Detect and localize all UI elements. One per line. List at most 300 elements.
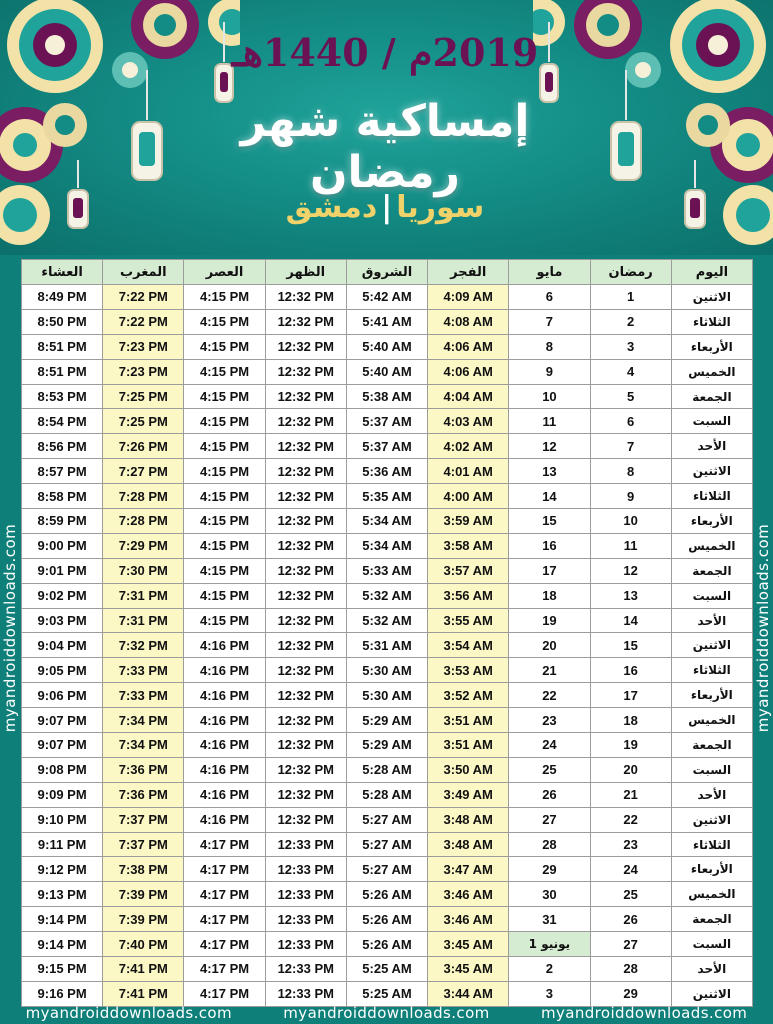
cell-sunrise: 5:33 AM — [346, 558, 427, 583]
cell-maghrib: 7:40 PM — [103, 932, 184, 957]
cell-asr: 4:15 PM — [184, 608, 265, 633]
cell-sunrise: 5:29 AM — [346, 733, 427, 758]
col-may-header: مايو — [509, 260, 590, 285]
cell-weekday: السبت — [671, 583, 752, 608]
table-row — [22, 832, 753, 857]
cell-dhuhr: 12:32 PM — [265, 733, 346, 758]
col-day-header: اليوم — [671, 260, 752, 285]
cell-isha: 8:56 PM — [22, 434, 103, 459]
cell-isha: 9:00 PM — [22, 533, 103, 558]
cell-sunrise: 5:26 AM — [346, 907, 427, 932]
cell-dhuhr: 12:33 PM — [265, 907, 346, 932]
cell-maghrib: 7:34 PM — [103, 708, 184, 733]
cell-sunrise: 5:28 AM — [346, 757, 427, 782]
table-row — [22, 608, 753, 633]
cell-ramadan-day: 18 — [590, 708, 671, 733]
table-row — [22, 782, 753, 807]
cell-isha: 9:02 PM — [22, 583, 103, 608]
cell-fajr: 3:54 AM — [428, 633, 509, 658]
cell-sunrise: 5:34 AM — [346, 509, 427, 534]
col-sunrise-header: الشروق — [346, 260, 427, 285]
cell-maghrib: 7:25 PM — [103, 384, 184, 409]
cell-sunrise: 5:42 AM — [346, 285, 427, 310]
cell-may-date: 11 — [509, 409, 590, 434]
cell-ramadan-day: 21 — [590, 782, 671, 807]
cell-dhuhr: 12:32 PM — [265, 658, 346, 683]
table-row — [22, 907, 753, 932]
cell-fajr: 4:00 AM — [428, 484, 509, 509]
table-row — [22, 633, 753, 658]
cell-may-date: 30 — [509, 882, 590, 907]
cell-ramadan-day: 16 — [590, 658, 671, 683]
cell-weekday: الجمعة — [671, 733, 752, 758]
cell-isha: 8:53 PM — [22, 384, 103, 409]
cell-may-date: 21 — [509, 658, 590, 683]
cell-asr: 4:17 PM — [184, 932, 265, 957]
cell-ramadan-day: 11 — [590, 533, 671, 558]
cell-asr: 4:15 PM — [184, 434, 265, 459]
cell-ramadan-day: 7 — [590, 434, 671, 459]
cell-sunrise: 5:30 AM — [346, 683, 427, 708]
cell-dhuhr: 12:32 PM — [265, 285, 346, 310]
cell-maghrib: 7:22 PM — [103, 285, 184, 310]
cell-maghrib: 7:39 PM — [103, 882, 184, 907]
cell-may-date: 24 — [509, 733, 590, 758]
cell-dhuhr: 12:32 PM — [265, 583, 346, 608]
cell-isha: 9:13 PM — [22, 882, 103, 907]
cell-isha: 9:03 PM — [22, 608, 103, 633]
cell-may-date: 7 — [509, 309, 590, 334]
cell-dhuhr: 12:33 PM — [265, 857, 346, 882]
cell-sunrise: 5:25 AM — [346, 957, 427, 982]
cell-dhuhr: 12:32 PM — [265, 708, 346, 733]
table-row — [22, 558, 753, 583]
cell-sunrise: 5:37 AM — [346, 434, 427, 459]
table-row — [22, 807, 753, 832]
cell-fajr: 4:01 AM — [428, 459, 509, 484]
cell-may-date: 20 — [509, 633, 590, 658]
cell-asr: 4:15 PM — [184, 285, 265, 310]
cell-maghrib: 7:22 PM — [103, 309, 184, 334]
cell-maghrib: 7:33 PM — [103, 658, 184, 683]
cell-fajr: 3:57 AM — [428, 558, 509, 583]
watermark-left: myandroiddownloads.com — [1, 523, 19, 732]
cell-dhuhr: 12:32 PM — [265, 558, 346, 583]
watermark-bottom — [0, 1002, 773, 1024]
cell-asr: 4:16 PM — [184, 658, 265, 683]
cell-dhuhr: 12:32 PM — [265, 633, 346, 658]
cell-may-date: 29 — [509, 857, 590, 882]
cell-fajr: 4:06 AM — [428, 334, 509, 359]
cell-asr: 4:16 PM — [184, 807, 265, 832]
cell-asr: 4:15 PM — [184, 509, 265, 534]
cell-fajr: 3:47 AM — [428, 857, 509, 882]
cell-fajr: 3:48 AM — [428, 807, 509, 832]
cell-weekday: السبت — [671, 932, 752, 957]
cell-asr: 4:17 PM — [184, 981, 265, 1006]
cell-asr: 4:17 PM — [184, 832, 265, 857]
cell-weekday: الاثنين — [671, 981, 752, 1006]
cell-weekday: الأحد — [671, 434, 752, 459]
cell-asr: 4:16 PM — [184, 782, 265, 807]
cell-weekday: الخميس — [671, 882, 752, 907]
table-row — [22, 658, 753, 683]
cell-weekday: الأربعاء — [671, 857, 752, 882]
table-row — [22, 409, 753, 434]
cell-ramadan-day: 26 — [590, 907, 671, 932]
cell-dhuhr: 12:32 PM — [265, 757, 346, 782]
cell-asr: 4:16 PM — [184, 633, 265, 658]
cell-fajr: 3:50 AM — [428, 757, 509, 782]
cell-may-date: 27 — [509, 807, 590, 832]
cell-weekday: الخميس — [671, 359, 752, 384]
cell-ramadan-day: 5 — [590, 384, 671, 409]
cell-dhuhr: 12:32 PM — [265, 807, 346, 832]
cell-sunrise: 5:27 AM — [346, 832, 427, 857]
cell-sunrise: 5:26 AM — [346, 882, 427, 907]
cell-may-date: 13 — [509, 459, 590, 484]
cell-ramadan-day: 28 — [590, 957, 671, 982]
watermark-right: myandroiddownloads.com — [754, 523, 772, 732]
cell-sunrise: 5:36 AM — [346, 459, 427, 484]
cell-isha: 9:01 PM — [22, 558, 103, 583]
cell-may-date: 15 — [509, 509, 590, 534]
cell-sunrise: 5:41 AM — [346, 309, 427, 334]
cell-weekday: الجمعة — [671, 384, 752, 409]
cell-fajr: 3:56 AM — [428, 583, 509, 608]
table-row — [22, 533, 753, 558]
cell-ramadan-day: 2 — [590, 309, 671, 334]
cell-isha: 8:59 PM — [22, 509, 103, 534]
cell-sunrise: 5:35 AM — [346, 484, 427, 509]
cell-maghrib: 7:34 PM — [103, 733, 184, 758]
cell-fajr: 3:55 AM — [428, 608, 509, 633]
cell-asr: 4:15 PM — [184, 533, 265, 558]
cell-asr: 4:15 PM — [184, 558, 265, 583]
cell-weekday: الخميس — [671, 533, 752, 558]
header-banner — [0, 0, 773, 255]
cell-may-date: 25 — [509, 757, 590, 782]
cell-may-date: 31 — [509, 907, 590, 932]
cell-weekday: الأربعاء — [671, 683, 752, 708]
table-row — [22, 334, 753, 359]
cell-dhuhr: 12:32 PM — [265, 359, 346, 384]
cell-may-date: 28 — [509, 832, 590, 857]
cell-isha: 8:57 PM — [22, 459, 103, 484]
cell-maghrib: 7:31 PM — [103, 583, 184, 608]
table-header-row — [22, 260, 753, 285]
cell-fajr: 3:48 AM — [428, 832, 509, 857]
cell-dhuhr: 12:33 PM — [265, 957, 346, 982]
col-ramadan-header: رمضان — [590, 260, 671, 285]
cell-ramadan-day: 23 — [590, 832, 671, 857]
cell-may-date: 9 — [509, 359, 590, 384]
table-row — [22, 434, 753, 459]
cell-asr: 4:16 PM — [184, 733, 265, 758]
cell-may-date: 6 — [509, 285, 590, 310]
cell-ramadan-day: 1 — [590, 285, 671, 310]
cell-fajr: 3:58 AM — [428, 533, 509, 558]
col-dhuhr-header: الظهر — [265, 260, 346, 285]
cell-maghrib: 7:33 PM — [103, 683, 184, 708]
cell-fajr: 3:52 AM — [428, 683, 509, 708]
cell-sunrise: 5:40 AM — [346, 334, 427, 359]
cell-weekday: الاثنين — [671, 633, 752, 658]
table-row — [22, 932, 753, 957]
cell-ramadan-day: 9 — [590, 484, 671, 509]
cell-maghrib: 7:25 PM — [103, 409, 184, 434]
cell-weekday: الثلاثاء — [671, 658, 752, 683]
cell-sunrise: 5:26 AM — [346, 932, 427, 957]
cell-sunrise: 5:29 AM — [346, 708, 427, 733]
cell-isha: 9:14 PM — [22, 932, 103, 957]
cell-asr: 4:17 PM — [184, 907, 265, 932]
cell-dhuhr: 12:32 PM — [265, 608, 346, 633]
cell-dhuhr: 12:33 PM — [265, 882, 346, 907]
table-row — [22, 733, 753, 758]
cell-maghrib: 7:38 PM — [103, 857, 184, 882]
cell-weekday: الثلاثاء — [671, 309, 752, 334]
year-label: 2019م / 1440هـ — [231, 30, 539, 75]
city-label: دمشق — [285, 190, 378, 225]
cell-may-date: 19 — [509, 608, 590, 633]
cell-isha: 9:12 PM — [22, 857, 103, 882]
cell-fajr: 3:51 AM — [428, 708, 509, 733]
cell-maghrib: 7:32 PM — [103, 633, 184, 658]
cell-maghrib: 7:41 PM — [103, 981, 184, 1006]
watermark-bottom-3: myandroiddownloads.com — [540, 1004, 748, 1022]
cell-maghrib: 7:30 PM — [103, 558, 184, 583]
cell-asr: 4:17 PM — [184, 882, 265, 907]
cell-isha: 9:08 PM — [22, 757, 103, 782]
location-label — [230, 190, 540, 225]
cell-isha: 9:09 PM — [22, 782, 103, 807]
cell-asr: 4:15 PM — [184, 484, 265, 509]
location-separator: | — [381, 190, 393, 225]
table-row — [22, 285, 753, 310]
cell-weekday: الأربعاء — [671, 509, 752, 534]
cell-isha: 8:58 PM — [22, 484, 103, 509]
cell-may-date: 10 — [509, 384, 590, 409]
cell-sunrise: 5:25 AM — [346, 981, 427, 1006]
table-body — [22, 285, 753, 1007]
table-row — [22, 957, 753, 982]
table-row — [22, 384, 753, 409]
col-fajr-header: الفجر — [428, 260, 509, 285]
cell-asr: 4:15 PM — [184, 409, 265, 434]
cell-isha: 9:14 PM — [22, 907, 103, 932]
cell-fajr: 3:45 AM — [428, 957, 509, 982]
table-row — [22, 509, 753, 534]
cell-isha: 8:54 PM — [22, 409, 103, 434]
cell-may-date: 3 — [509, 981, 590, 1006]
cell-ramadan-day: 15 — [590, 633, 671, 658]
cell-ramadan-day: 27 — [590, 932, 671, 957]
cell-isha: 9:07 PM — [22, 733, 103, 758]
cell-fajr: 4:08 AM — [428, 309, 509, 334]
cell-sunrise: 5:34 AM — [346, 533, 427, 558]
cell-dhuhr: 12:32 PM — [265, 533, 346, 558]
cell-may-date: 1 يونيو — [509, 932, 590, 957]
cell-isha: 9:16 PM — [22, 981, 103, 1006]
cell-ramadan-day: 10 — [590, 509, 671, 534]
cell-isha: 9:10 PM — [22, 807, 103, 832]
cell-fajr: 4:03 AM — [428, 409, 509, 434]
cell-maghrib: 7:26 PM — [103, 434, 184, 459]
cell-fajr: 3:46 AM — [428, 882, 509, 907]
cell-fajr: 4:02 AM — [428, 434, 509, 459]
cell-maghrib: 7:28 PM — [103, 509, 184, 534]
cell-fajr: 3:49 AM — [428, 782, 509, 807]
cell-maghrib: 7:36 PM — [103, 757, 184, 782]
col-maghrib-header: المغرب — [103, 260, 184, 285]
table-row — [22, 484, 753, 509]
cell-maghrib: 7:37 PM — [103, 832, 184, 857]
cell-ramadan-day: 25 — [590, 882, 671, 907]
cell-maghrib: 7:27 PM — [103, 459, 184, 484]
cell-maghrib: 7:41 PM — [103, 957, 184, 982]
cell-dhuhr: 12:32 PM — [265, 459, 346, 484]
cell-weekday: السبت — [671, 409, 752, 434]
cell-fajr: 3:44 AM — [428, 981, 509, 1006]
cell-sunrise: 5:30 AM — [346, 658, 427, 683]
cell-weekday: الجمعة — [671, 907, 752, 932]
cell-sunrise: 5:32 AM — [346, 583, 427, 608]
cell-maghrib: 7:23 PM — [103, 334, 184, 359]
cell-asr: 4:15 PM — [184, 459, 265, 484]
cell-isha: 8:49 PM — [22, 285, 103, 310]
cell-sunrise: 5:38 AM — [346, 384, 427, 409]
cell-asr: 4:15 PM — [184, 583, 265, 608]
cell-dhuhr: 12:32 PM — [265, 334, 346, 359]
page-title: إمساكية شهر رمضان — [240, 96, 530, 198]
cell-isha: 9:06 PM — [22, 683, 103, 708]
cell-sunrise: 5:37 AM — [346, 409, 427, 434]
cell-weekday: الأربعاء — [671, 334, 752, 359]
cell-isha: 9:11 PM — [22, 832, 103, 857]
cell-may-date: 2 — [509, 957, 590, 982]
cell-sunrise: 5:27 AM — [346, 857, 427, 882]
cell-fajr: 3:45 AM — [428, 932, 509, 957]
cell-isha: 9:15 PM — [22, 957, 103, 982]
cell-dhuhr: 12:32 PM — [265, 384, 346, 409]
cell-dhuhr: 12:32 PM — [265, 484, 346, 509]
table-row — [22, 857, 753, 882]
cell-asr: 4:16 PM — [184, 683, 265, 708]
cell-dhuhr: 12:32 PM — [265, 683, 346, 708]
table-row — [22, 459, 753, 484]
cell-ramadan-day: 3 — [590, 334, 671, 359]
cell-may-date: 12 — [509, 434, 590, 459]
cell-maghrib: 7:29 PM — [103, 533, 184, 558]
cell-may-date: 26 — [509, 782, 590, 807]
cell-may-date: 14 — [509, 484, 590, 509]
cell-dhuhr: 12:33 PM — [265, 832, 346, 857]
cell-asr: 4:15 PM — [184, 309, 265, 334]
cell-dhuhr: 12:32 PM — [265, 509, 346, 534]
cell-isha: 8:51 PM — [22, 334, 103, 359]
cell-may-date: 18 — [509, 583, 590, 608]
country-label: سوريا — [396, 190, 485, 225]
cell-weekday: الاثنين — [671, 285, 752, 310]
cell-asr: 4:17 PM — [184, 857, 265, 882]
cell-ramadan-day: 17 — [590, 683, 671, 708]
cell-dhuhr: 12:32 PM — [265, 434, 346, 459]
cell-fajr: 4:06 AM — [428, 359, 509, 384]
cell-weekday: الاثنين — [671, 807, 752, 832]
cell-fajr: 4:04 AM — [428, 384, 509, 409]
cell-ramadan-day: 6 — [590, 409, 671, 434]
cell-weekday: الاثنين — [671, 459, 752, 484]
cell-isha: 9:04 PM — [22, 633, 103, 658]
cell-fajr: 3:53 AM — [428, 658, 509, 683]
cell-asr: 4:17 PM — [184, 957, 265, 982]
cell-dhuhr: 12:32 PM — [265, 409, 346, 434]
cell-maghrib: 7:31 PM — [103, 608, 184, 633]
cell-weekday: الجمعة — [671, 558, 752, 583]
cell-weekday: الأحد — [671, 957, 752, 982]
cell-dhuhr: 12:32 PM — [265, 309, 346, 334]
cell-may-date: 8 — [509, 334, 590, 359]
cell-isha: 8:50 PM — [22, 309, 103, 334]
cell-may-date: 22 — [509, 683, 590, 708]
cell-weekday: الأحد — [671, 782, 752, 807]
cell-dhuhr: 12:33 PM — [265, 932, 346, 957]
cell-isha: 9:05 PM — [22, 658, 103, 683]
watermark-bottom-1: myandroiddownloads.com — [25, 1004, 233, 1022]
cell-asr: 4:16 PM — [184, 757, 265, 782]
cell-dhuhr: 12:32 PM — [265, 782, 346, 807]
cell-may-date: 16 — [509, 533, 590, 558]
cell-sunrise: 5:27 AM — [346, 807, 427, 832]
cell-weekday: الثلاثاء — [671, 484, 752, 509]
cell-dhuhr: 12:33 PM — [265, 981, 346, 1006]
cell-ramadan-day: 29 — [590, 981, 671, 1006]
cell-isha: 8:51 PM — [22, 359, 103, 384]
table-row — [22, 309, 753, 334]
cell-weekday: الأحد — [671, 608, 752, 633]
cell-sunrise: 5:32 AM — [346, 608, 427, 633]
cell-ramadan-day: 12 — [590, 558, 671, 583]
table-row — [22, 708, 753, 733]
cell-ramadan-day: 22 — [590, 807, 671, 832]
col-isha-header: العشاء — [22, 260, 103, 285]
cell-ramadan-day: 20 — [590, 757, 671, 782]
cell-maghrib: 7:39 PM — [103, 907, 184, 932]
cell-asr: 4:16 PM — [184, 708, 265, 733]
table-row — [22, 882, 753, 907]
col-asr-header: العصر — [184, 260, 265, 285]
table-row — [22, 757, 753, 782]
table-row — [22, 359, 753, 384]
cell-sunrise: 5:31 AM — [346, 633, 427, 658]
cell-sunrise: 5:28 AM — [346, 782, 427, 807]
cell-ramadan-day: 4 — [590, 359, 671, 384]
table-row — [22, 683, 753, 708]
cell-ramadan-day: 24 — [590, 857, 671, 882]
cell-asr: 4:15 PM — [184, 334, 265, 359]
cell-ramadan-day: 14 — [590, 608, 671, 633]
cell-sunrise: 5:40 AM — [346, 359, 427, 384]
cell-ramadan-day: 19 — [590, 733, 671, 758]
cell-maghrib: 7:36 PM — [103, 782, 184, 807]
cell-may-date: 23 — [509, 708, 590, 733]
cell-asr: 4:15 PM — [184, 384, 265, 409]
cell-asr: 4:15 PM — [184, 359, 265, 384]
cell-fajr: 3:46 AM — [428, 907, 509, 932]
cell-fajr: 4:09 AM — [428, 285, 509, 310]
cell-may-date: 17 — [509, 558, 590, 583]
